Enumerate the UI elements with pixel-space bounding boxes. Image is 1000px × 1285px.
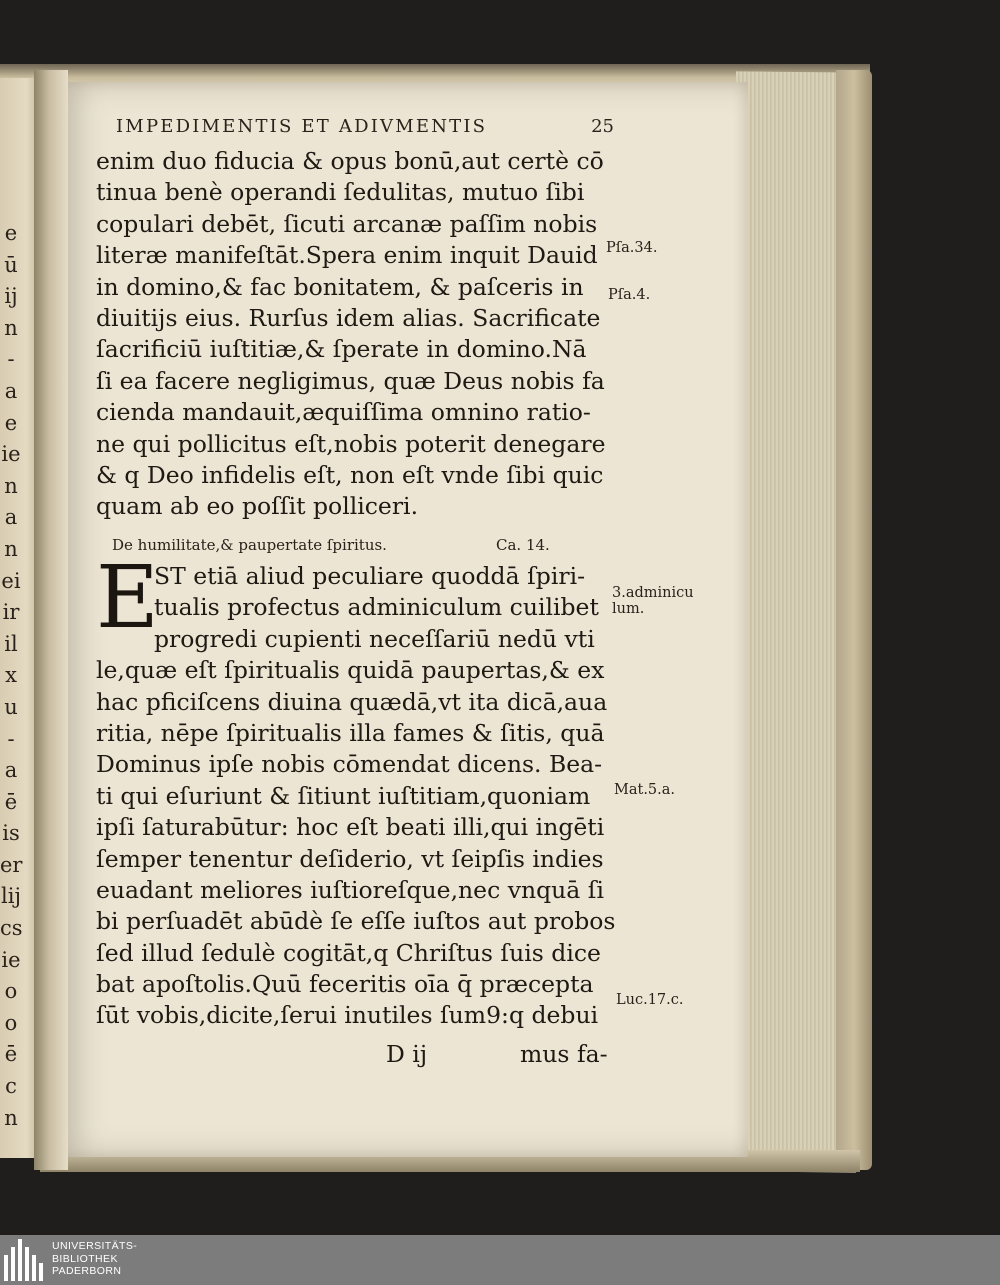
text-line: copulari debēt, ſicuti arcanæ paſſim nobis bbox=[96, 209, 598, 238]
text-line: ſemper tenentur deſiderio, vt ſeipſis indies bbox=[96, 844, 604, 873]
library-logo-line2: BIBLIOTHEK bbox=[52, 1252, 118, 1265]
running-head-title: IMPEDIMENTIS ET ADIVMENTIS bbox=[116, 116, 488, 137]
text-line: tinua benè operandi ſedulitas, mutuo ſibi bbox=[96, 178, 585, 207]
text-line: literæ manifeſtāt.Spera enim inquit Dauid bbox=[96, 241, 598, 270]
text-line: ſi ea facere negligimus, quæ Deus nobis fa bbox=[96, 366, 605, 395]
previous-page-letter: ir bbox=[2, 600, 20, 625]
previous-page-letter: a bbox=[4, 505, 18, 530]
previous-page-letter: ie bbox=[1, 442, 21, 467]
library-logo-icon bbox=[4, 1239, 48, 1281]
previous-page-letter: ij bbox=[4, 284, 18, 309]
previous-page-letter: is bbox=[2, 821, 20, 846]
library-footer bbox=[0, 1235, 1000, 1285]
previous-page-letter: n bbox=[4, 315, 18, 340]
previous-page-letter: x bbox=[5, 663, 17, 688]
previous-page-letter: o bbox=[4, 1010, 18, 1035]
text-line: Dominus ipſe nobis cōmendat dicens. Bea- bbox=[96, 750, 603, 779]
text-line: in domino,& fac bonitatem, & paſceris in bbox=[96, 272, 584, 301]
text-line: enim duo fiducia & opus bonū,aut certè cō bbox=[96, 147, 604, 175]
previous-page-letter: ē bbox=[4, 1042, 18, 1067]
chapter-heading bbox=[112, 536, 592, 554]
text-line: ſūt vobis,dicite,ſerui inutiles ſum9:q debui bbox=[96, 1001, 599, 1030]
body-text bbox=[96, 146, 616, 523]
text-line: ne qui pollicitus eſt,nobis poterit denegare bbox=[96, 429, 606, 458]
text-line: bi perſuadēt abūdè ſe eſſe iuſtos aut probos bbox=[96, 907, 616, 936]
previous-page-letter: lij bbox=[1, 884, 21, 909]
text-line: ritia, nēpe ſpiritualis illa fames & ſitis, quā bbox=[96, 718, 605, 747]
library-logo-line3: PADERBORN bbox=[52, 1265, 122, 1277]
chapter-number: Ca. 14. bbox=[496, 536, 550, 554]
text-line: euadant meliores iuſtioreſque,nec vnquā ſi bbox=[96, 875, 605, 904]
previous-page-letter: o bbox=[4, 979, 18, 1004]
text-line: ST etiā aliud peculiare quoddā ſpiri- bbox=[154, 562, 586, 590]
previous-page-letter: a bbox=[4, 378, 18, 403]
margin-note-adminiculum-cont: lum. bbox=[612, 601, 645, 617]
previous-page-letter: ū bbox=[4, 252, 18, 277]
previous-page-letter: n bbox=[4, 473, 18, 498]
text-line: & q Deo infidelis eſt, non eſt vnde ſibi quic bbox=[96, 460, 604, 489]
previous-page-letter: - bbox=[7, 726, 15, 751]
chapter-text bbox=[96, 548, 616, 1032]
previous-page-letter: a bbox=[4, 758, 18, 783]
catchword: mus fa- bbox=[520, 1040, 608, 1068]
book-gutter bbox=[34, 70, 68, 1170]
text-line: progredi cupienti neceſſariū nedū vti bbox=[154, 624, 595, 653]
previous-page-letter: ē bbox=[4, 789, 18, 814]
text-line: tualis profectus adminiculum cuilibet bbox=[154, 593, 599, 622]
text-line: bat apoſtolis.Quū feceritis oīa q̄ præcepta bbox=[96, 970, 594, 999]
previous-page-letter: - bbox=[7, 347, 15, 372]
previous-page-letter: e bbox=[4, 410, 18, 435]
margin-note-adminiculum: 3.adminicu bbox=[612, 585, 694, 601]
text-line: ſacrificiū iuſtitiæ,& ſperate in domino.Nā bbox=[96, 335, 587, 364]
running-head bbox=[116, 116, 614, 137]
drop-cap: E bbox=[96, 548, 159, 648]
previous-page-letter: u bbox=[4, 694, 18, 719]
chapter-heading-title: De humilitate,& paupertate ſpiritus. bbox=[112, 536, 387, 554]
previous-page-letter: ie bbox=[1, 947, 21, 972]
previous-page-letter: e bbox=[4, 221, 18, 245]
previous-page-letter: ei bbox=[1, 568, 21, 593]
margin-note-luc: Luc.17.c. bbox=[616, 992, 684, 1008]
library-logo-line1: UNIVERSITÄTS- bbox=[52, 1240, 138, 1252]
previous-page-letter: il bbox=[4, 631, 18, 656]
text-line: quam ab eo poſſit polliceri. bbox=[96, 492, 419, 521]
signature-mark: D ij bbox=[386, 1040, 428, 1068]
previous-page-letter: cs bbox=[0, 916, 23, 941]
text-line: ti qui eſuriunt & ſitiunt iuſtitiam,quoniam bbox=[96, 781, 591, 810]
previous-page-letter: c bbox=[5, 1074, 17, 1099]
previous-page-letter: n bbox=[4, 1105, 18, 1130]
text-line: ſed illud ſedulè cogitāt,q Chriſtus ſuis dice bbox=[96, 938, 601, 967]
text-line: le,quæ eſt ſpiritualis quidā paupertas,& ex bbox=[96, 656, 605, 685]
text-line: diuitijs eius. Rurſus idem alias. Sacrificate bbox=[96, 303, 601, 332]
previous-page-line-endings bbox=[0, 218, 22, 1134]
margin-note-psa34: Pſa.34. bbox=[606, 240, 658, 256]
page-number: 25 bbox=[591, 116, 614, 137]
margin-note-psa4: Pſa.4. bbox=[608, 287, 651, 303]
previous-page-letter: n bbox=[4, 536, 18, 561]
margin-note-mat: Mat.5.a. bbox=[614, 782, 676, 798]
library-logo-text bbox=[52, 1240, 137, 1278]
text-line: hac pficiſcens diuina quædā,vt ita dicā,aua bbox=[96, 687, 608, 716]
book-cover-edge bbox=[836, 70, 872, 1170]
text-line: ipſi ſaturabūtur: hoc eſt beati illi,qui ingēti bbox=[96, 813, 605, 842]
text-line: cienda mandauit,æquiſſima omnino ratio- bbox=[96, 398, 591, 427]
previous-page-letter: er bbox=[0, 852, 23, 877]
